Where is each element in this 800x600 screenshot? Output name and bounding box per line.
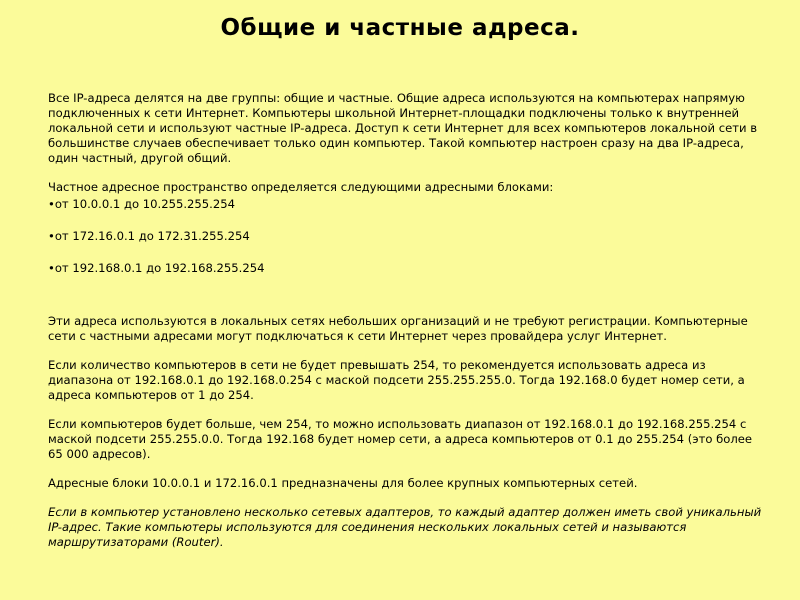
private-space-paragraph: Частное адресное пространство определяется следующими адресными блоками: <box>48 180 554 194</box>
slide-body <box>48 91 763 550</box>
intro-paragraph: Все IP-адреса делятся на две группы: общие и частные. Общие адреса используются на компьютерах напрямую подключенных к сети Интернет. Компьютеры школьной Интернет-площадки подключены только к внутренней локальной сети и используют частные IP-адреса. Доступ к сети Интернет для всех компьютеров локальной сети в большинстве случаев обеспечивает только один компьютер. Такой компьютер настроен сразу на два IP-адреса, один частный, другой общий. <box>48 91 758 165</box>
address-block-item: •от 10.0.0.1 до 10.255.255.254 <box>48 197 235 211</box>
small-networks-paragraph: Если количество компьютеров в сети не будет превышать 254, то рекомендуется использовать адреса из диапазона от 192.168.0.1 до 192.168.0.254 с маской подсети 255.255.255.0. Тогда 192.168.0 будет номер сети, а адреса компьютеров от 1 до 254. <box>48 358 745 402</box>
routers-note-paragraph: Если в компьютер установлено несколько сетевых адаптеров, то каждый адаптер должен иметь свой уникальный IP-адрес. Такие компьютеры используются для соединения нескольких локальных сетей и называются маршрутизаторами (Router). <box>48 505 762 549</box>
usage-paragraph: Эти адреса используются в локальных сетях небольших организаций и не требуют регистрации. Компьютерные сети с частными адресами могут подключаться к сети Интернет через провайдера услуг Интернет. <box>48 314 748 343</box>
address-block-item: •от 172.16.0.1 до 172.31.255.254 <box>48 229 250 243</box>
address-block-item: •от 192.168.0.1 до 192.168.255.254 <box>48 261 265 275</box>
slide-title: Общие и частные адреса. <box>220 15 580 41</box>
big-blocks-paragraph: Адресные блоки 10.0.0.1 и 172.16.0.1 предназначены для более крупных компьютерных сетей. <box>48 476 638 490</box>
large-networks-paragraph: Если компьютеров будет больше, чем 254, то можно использовать диапазон от 192.168.0.1 до 192.168.255.254 с маской подсети 255.255.0.0. Тогда 192.168 будет номер сети, а адреса компьютеров от 0.1 до 255.254 (это более 65 000 адресов). <box>48 417 753 461</box>
